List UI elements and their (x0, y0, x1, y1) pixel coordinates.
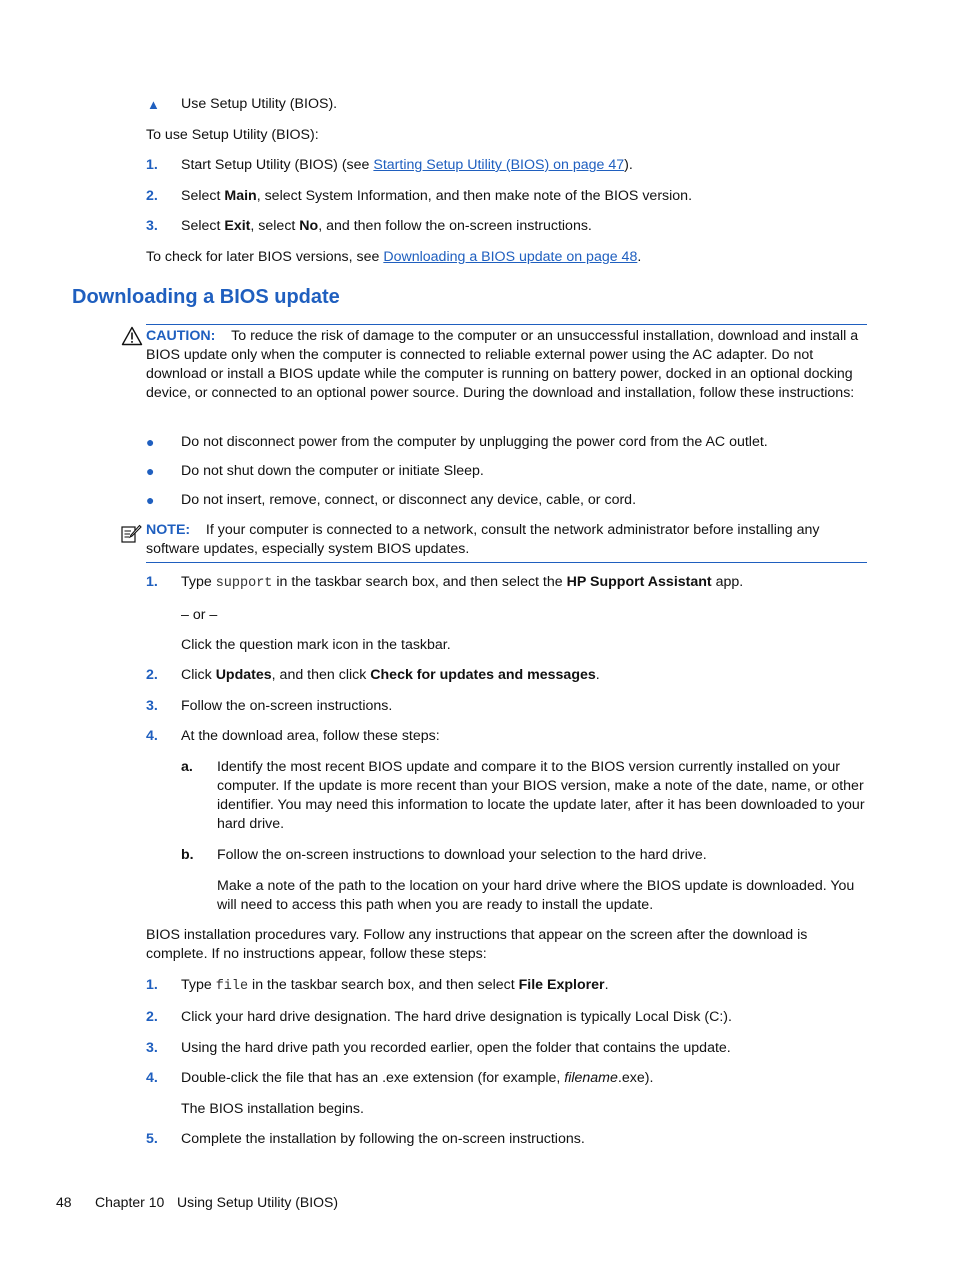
step-number: 3. (146, 1040, 158, 1056)
note-bottom-rule (146, 562, 867, 563)
step-1-text: Start Setup Utility (BIOS) (see Starting Setup Utility (BIOS) on page 47). (181, 157, 633, 173)
step-text: Complete the installation by following the on-screen instructions. (181, 1131, 585, 1147)
warning-triangle-icon (121, 326, 143, 346)
caution-bullet: Do not insert, remove, connect, or disconnect any device, cable, or cord. (181, 492, 637, 508)
substep-letter: b. (181, 847, 194, 863)
step-number: 3. (146, 218, 158, 234)
step-number: 4. (146, 1070, 158, 1086)
step-number: 4. (146, 728, 158, 744)
substep-text: Identify the most recent BIOS update and compare it to the BIOS version currently installed on your computer. If the update is more recent than your BIOS version, make a note of the date, name, or other identifier. You may need this information to locate the update later, after it has been downloaded to your hard drive. (217, 759, 865, 832)
step-text: Double-click the file that has an .exe extension (for example, filename.exe). (181, 1070, 654, 1086)
page-number: 48 (56, 1194, 72, 1210)
step-2-text: Select Main, select System Information, and then make note of the BIOS version. (181, 188, 693, 204)
step-marker-icon: ▲ (147, 97, 160, 112)
caution-bullet: Do not disconnect power from the computer by unplugging the power cord from the AC outlet. (181, 434, 768, 450)
bullet-icon: ● (146, 463, 155, 479)
check-later-text: To check for later BIOS versions, see Downloading a BIOS update on page 48. (146, 249, 642, 265)
step-text: Click Updates, and then click Check for updates and messages. (181, 667, 600, 683)
substep-note: Make a note of the path to the location on your hard drive where the BIOS update is downloaded. You will need to access this path when you are ready to install the update. (217, 878, 855, 913)
install-intro: BIOS installation procedures vary. Follow any instructions that appear on the screen after the download is complete. If no instructions appear, follow these steps: (146, 927, 808, 962)
single-step-text: Use Setup Utility (BIOS). (181, 96, 338, 112)
step-text: At the download area, follow these steps: (181, 728, 440, 744)
chapter-label: Chapter 10 (95, 1194, 165, 1210)
step-text: Type support in the taskbar search box, and then select the HP Support Assistant app. (181, 574, 744, 591)
note-text: NOTE: If your computer is connected to a network, consult the network administrator before installing any software updates, especially system BIOS updates. (146, 522, 820, 557)
substep-letter: a. (181, 759, 193, 775)
caution-top-rule (146, 324, 867, 325)
step-number: 3. (146, 698, 158, 714)
or-separator: – or – (181, 607, 218, 623)
step-number: 1. (146, 574, 158, 590)
substep-text: Follow the on-screen instructions to download your selection to the hard drive. (217, 847, 707, 863)
step-alt-text: Click the question mark icon in the taskbar. (181, 637, 451, 653)
bullet-icon: ● (146, 434, 155, 450)
caution-label: CAUTION: (146, 328, 216, 344)
note-label: NOTE: (146, 522, 191, 538)
step-number: 2. (146, 1009, 158, 1025)
caution-bullet: Do not shut down the computer or initiate Sleep. (181, 463, 484, 479)
step-number: 1. (146, 157, 158, 173)
chapter-title: Using Setup Utility (BIOS) (177, 1194, 339, 1210)
step-text: Type file in the taskbar search box, and then select File Explorer. (181, 977, 609, 994)
starting-setup-link[interactable]: Starting Setup Utility (BIOS) on page 47 (373, 157, 625, 173)
step-number: 5. (146, 1131, 158, 1147)
step-number: 2. (146, 188, 158, 204)
downloading-bios-link[interactable]: Downloading a BIOS update on page 48 (383, 249, 638, 265)
step-note: The BIOS installation begins. (181, 1101, 364, 1117)
step-text: Click your hard drive designation. The hard drive designation is typically Local Disk (C:). (181, 1009, 732, 1025)
step-text: Using the hard drive path you recorded earlier, open the folder that contains the update. (181, 1040, 731, 1056)
step-3-text: Select Exit, select No, and then follow the on-screen instructions. (181, 218, 592, 234)
step-number: 1. (146, 977, 158, 993)
note-pencil-icon (120, 523, 142, 545)
caution-text: CAUTION: To reduce the risk of damage to the computer or an unsuccessful installation, download and install a BIOS update only when the computer is connected to reliable external power using the AC adapter. Do not download or install a BIOS update while the computer is running on battery power, docked in an optional docking device, or connected to an optional power source. During the download and installation, follow these instructions: (146, 328, 859, 401)
intro-text: To use Setup Utility (BIOS): (146, 127, 319, 143)
step-text: Follow the on-screen instructions. (181, 698, 393, 714)
step-number: 2. (146, 667, 158, 683)
bullet-icon: ● (146, 492, 155, 508)
section-title: Downloading a BIOS update (72, 286, 340, 308)
